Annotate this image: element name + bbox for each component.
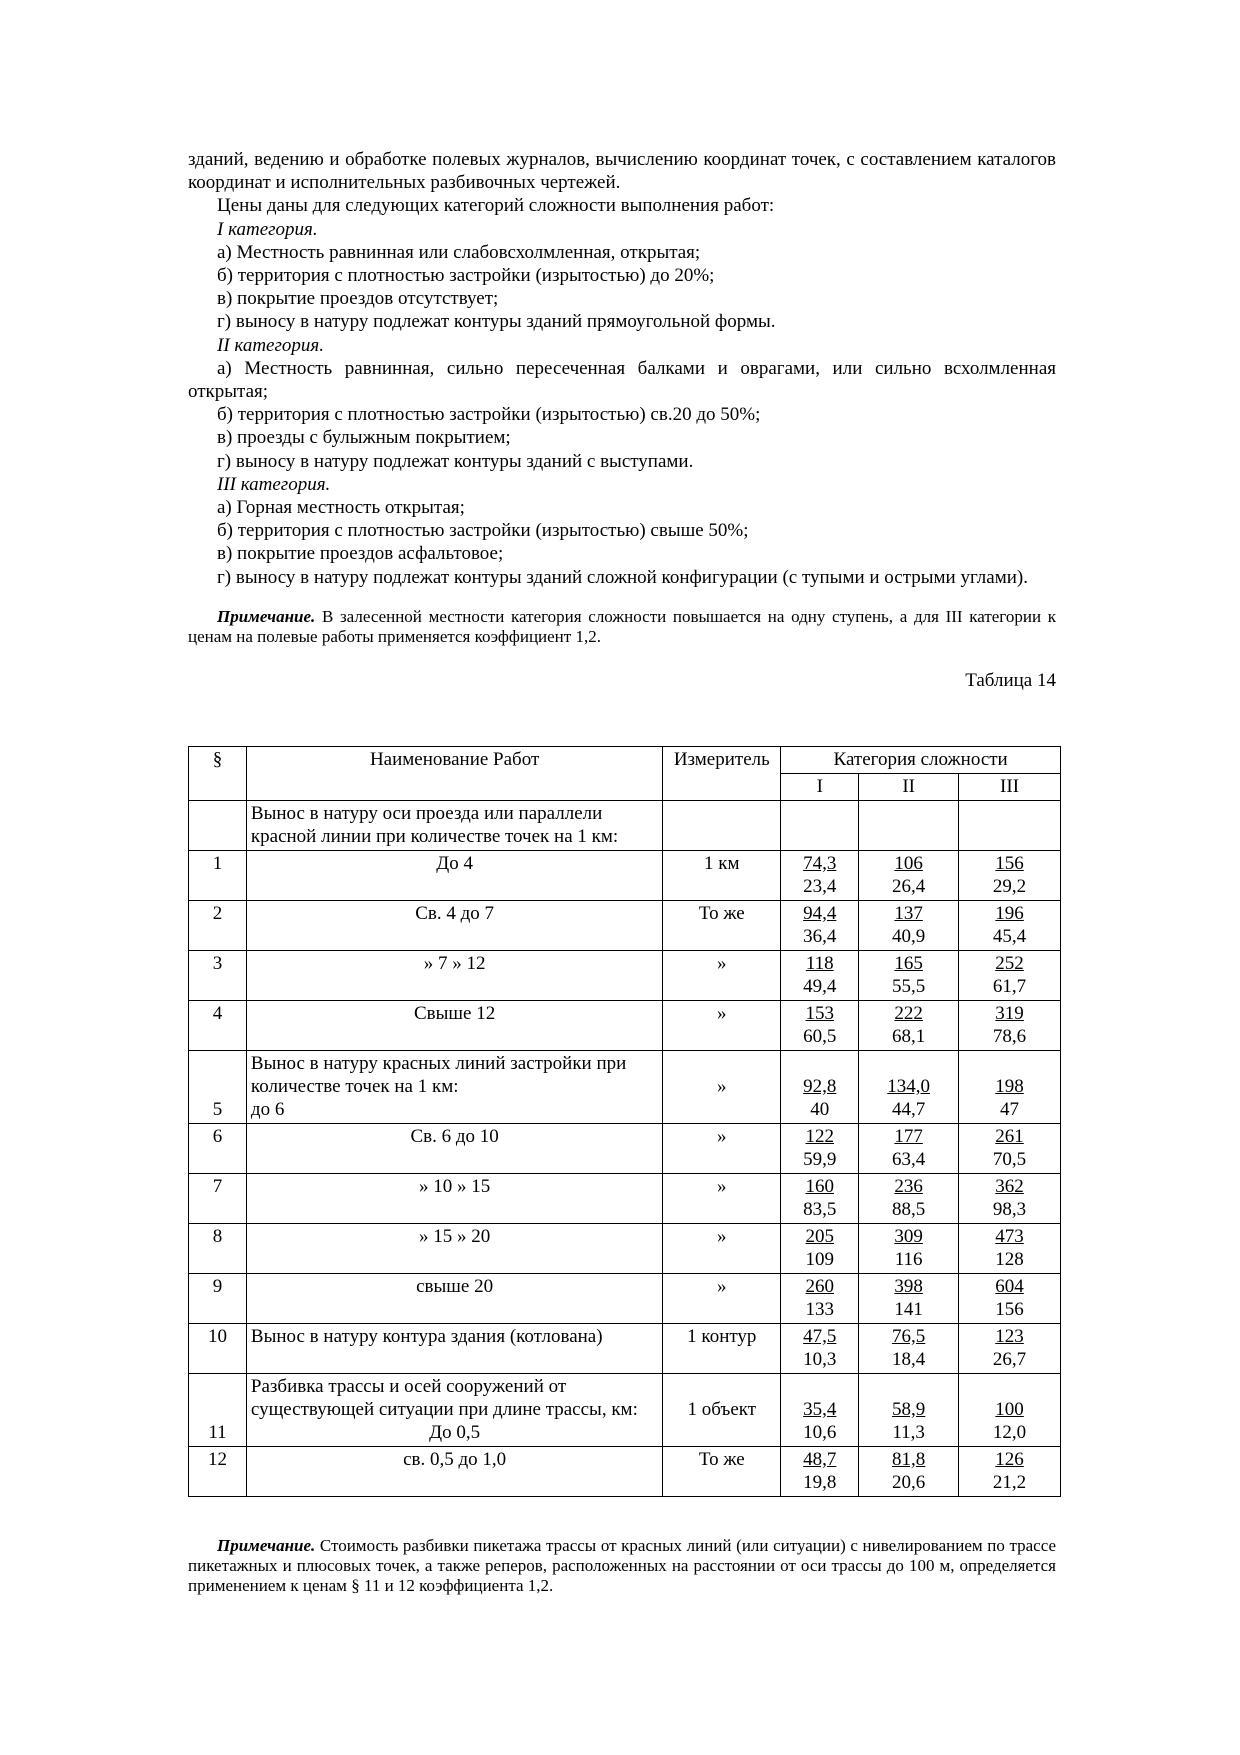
price-cat-1 [781,1174,859,1224]
price-field: 137 [894,903,923,924]
work-name: До 4 [246,851,662,901]
price-office: 116 [894,1249,923,1270]
price-cat-1 [781,901,859,951]
note-label: Примечание. [217,606,316,626]
row-number [189,801,247,851]
price-field: 473 [995,1226,1024,1247]
price-field: 153 [805,1003,834,1024]
header-unit: Измеритель [663,747,781,801]
paragraph: II категория. [217,334,324,356]
price-field: 604 [995,1276,1024,1297]
price-office: 61,7 [992,976,1027,997]
price-cat-3 [959,1274,1061,1324]
price-cat-3 [959,951,1061,1001]
header-cat-1: I [781,774,859,801]
row-number: 11 [189,1374,247,1447]
work-name [246,1374,662,1447]
price-field: 196 [995,903,1024,924]
row-number: 6 [189,1124,247,1174]
price-cat-3 [959,1001,1061,1051]
price-field: 118 [805,953,834,974]
price-office: 78,6 [992,1026,1027,1047]
price-office: 44,7 [892,1099,926,1120]
work-name: Св. 6 до 10 [246,1124,662,1174]
price-field: 123 [995,1326,1024,1347]
note-text: Стоимость разбивки пикетажа трассы от красных линий (или ситуации) с нивелированием по трассе пикетажных и плюсовых точек, а также реперов, расположенных на расстоянии от оси трассы до 100 м, определяется применением к ценам § 11 и 12 коэффициента 1,2. [188,1536,1056,1595]
row-number: 7 [189,1174,247,1224]
price-cat-1 [781,1324,859,1374]
paragraph: а) Местность равнинная, сильно пересеченная балками и оврагами, или сильно всхолмленная открытая; [188,357,1056,403]
price-field: 222 [894,1003,923,1024]
work-name: Вынос в натуру оси проезда или параллели красной линии при количестве точек на 1 км: [246,801,662,851]
price-office: 128 [995,1249,1024,1270]
header-section: § [189,747,247,801]
paragraph: а) Местность равнинная или слабовсхолмленная, открытая; [217,241,701,263]
price-office: 55,5 [892,976,926,997]
price-field: 398 [894,1276,923,1297]
price-office: 11,3 [892,1422,925,1443]
price-field: 319 [995,1003,1024,1024]
table-row [189,1324,1061,1374]
row-number: 3 [189,951,247,1001]
work-name: » 10 » 15 [246,1174,662,1224]
header-cat-3: III [959,774,1061,801]
price-cat-3 [959,1224,1061,1274]
price-field: 160 [805,1176,834,1197]
unit: 1 контур [663,1324,781,1374]
price-field: 92,8 [803,1076,837,1097]
table-row [189,1224,1061,1274]
price-cat-2 [859,1051,959,1124]
price-office: 59,9 [803,1149,837,1170]
unit: » [663,1174,781,1224]
unit [663,801,781,851]
row-number: 9 [189,1274,247,1324]
paragraph: б) территория с плотностью застройки (изрытостью) свыше 50%; [217,520,749,542]
price-field: 165 [894,953,923,974]
price-field: 198 [995,1076,1024,1097]
price-cat-2 [859,801,959,851]
price-office: 20,6 [892,1472,926,1493]
table-row [189,1174,1061,1224]
work-name-line: до 6 [250,1099,285,1120]
price-field: 156 [995,853,1024,874]
price-office: 19,8 [803,1472,837,1493]
row-number: 2 [189,901,247,951]
price-field: 106 [894,853,923,874]
row-number: 5 [189,1051,247,1124]
paragraph: г) выносу в натуру подлежат контуры зданий прямоугольной формы. [217,311,776,333]
price-cat-1 [781,951,859,1001]
price-field: 76,5 [892,1326,926,1347]
work-name: » 15 » 20 [246,1224,662,1274]
table-row [189,1447,1061,1497]
price-cat-1 [781,1274,859,1324]
price-cat-2 [859,1001,959,1051]
price-office: 109 [805,1249,834,1270]
price-cat-2 [859,1174,959,1224]
table-row [189,1051,1061,1124]
note-picket [188,1536,1056,1596]
unit: » [663,1124,781,1174]
price-cat-1 [781,1374,859,1447]
price-office: 141 [894,1299,923,1320]
paragraph: б) территория с плотностью застройки (изрытостью) до 20%; [217,265,715,287]
price-field: 47,5 [803,1326,837,1347]
category-description [188,148,1056,589]
paragraph: в) покрытие проездов отсутствует; [217,288,499,310]
price-cat-2 [859,1374,959,1447]
paragraph: зданий, ведению и обработке полевых журналов, вычислению координат точек, с составлением каталогов координат и исполнительных разбивочных чертежей. [188,149,1056,194]
unit: » [663,951,781,1001]
price-office: 12,0 [992,1422,1027,1443]
document-body [188,148,1056,692]
price-cat-3 [959,901,1061,951]
price-field: 48,7 [803,1449,837,1470]
paragraph: г) выносу в натуру подлежат контуры зданий с выступами. [217,450,694,472]
row-number: 10 [189,1324,247,1374]
price-office: 133 [805,1299,834,1320]
price-office: 10,3 [803,1349,837,1370]
price-field: 260 [805,1276,834,1297]
price-office: 63,4 [892,1149,926,1170]
price-cat-2 [859,1274,959,1324]
unit: 1 объект [663,1374,781,1447]
paragraph: в) проезды с булыжным покрытием; [217,427,511,449]
work-name: св. 0,5 до 1,0 [246,1447,662,1497]
paragraph: г) выносу в натуру подлежат контуры зданий сложной конфигурации (с тупыми и острыми углами). [217,566,1028,588]
work-name: свыше 20 [246,1274,662,1324]
price-field: 134,0 [887,1076,931,1097]
paragraph: III категория. [217,473,331,495]
price-cat-2 [859,1324,959,1374]
price-office: 40 [810,1099,830,1120]
unit: То же [663,1447,781,1497]
price-field: 126 [995,1449,1024,1470]
price-office: 36,4 [803,926,837,947]
price-office: 40,9 [892,926,926,947]
price-office: 21,2 [992,1472,1027,1493]
price-field: 205 [805,1226,834,1247]
price-cat-1 [781,1051,859,1124]
price-field: 100 [995,1399,1024,1420]
table-row [189,951,1061,1001]
unit: » [663,1001,781,1051]
table-row [189,851,1061,901]
price-cat-1 [781,1447,859,1497]
work-name: Св. 4 до 7 [246,901,662,951]
price-office: 156 [995,1299,1024,1320]
table-caption: Таблица 14 [965,669,1056,691]
price-office: 68,1 [892,1026,926,1047]
table-row [189,901,1061,951]
price-cat-2 [859,901,959,951]
paragraph: Цены даны для следующих категорий сложности выполнения работ: [217,195,775,217]
price-office: 10,6 [803,1422,837,1443]
price-office: 29,2 [992,876,1027,897]
price-cat-2 [859,1124,959,1174]
price-office: 88,5 [892,1199,926,1220]
price-cat-3 [959,1447,1061,1497]
unit: То же [663,901,781,951]
paragraph: б) территория с плотностью застройки (изрытостью) св.20 до 50%; [217,404,761,426]
row-number: 1 [189,851,247,901]
note-text: В залесенной местности категория сложности повышается на одну ступень, а для III категории к ценам на полевые работы применяется коэффициент 1,2. [188,606,1056,646]
price-field: 94,4 [803,903,837,924]
price-cat-1 [781,1001,859,1051]
price-office: 26,4 [892,876,926,897]
header-cat-2: II [859,774,959,801]
paragraph: I категория. [217,218,318,240]
table-row [189,1274,1061,1324]
price-cat-3 [959,1324,1061,1374]
price-field: 236 [894,1176,923,1197]
price-cat-3 [959,801,1061,851]
table-row [189,801,1061,851]
price-office: 70,5 [992,1149,1027,1170]
price-office: 18,4 [892,1349,926,1370]
paragraph: в) покрытие проездов асфальтовое; [217,543,504,565]
note-forest [188,607,1056,647]
paragraph: а) Горная местность открытая; [217,497,465,519]
work-name: Вынос в натуру контура здания (котлована) [246,1324,662,1374]
price-cat-3 [959,1051,1061,1124]
price-field: 81,8 [892,1449,926,1470]
note-label: Примечание. [217,1536,316,1555]
price-office: 23,4 [803,876,837,897]
price-field: 309 [894,1226,923,1247]
unit: » [663,1274,781,1324]
price-field: 122 [805,1126,834,1147]
price-office: 49,4 [803,976,837,997]
price-cat-1 [781,801,859,851]
price-office: 98,3 [992,1199,1027,1220]
price-office: 26,7 [992,1349,1027,1370]
price-cat-1 [781,1124,859,1174]
table-row [189,1374,1061,1447]
price-cat-1 [781,851,859,901]
row-number: 12 [189,1447,247,1497]
unit: » [663,1224,781,1274]
price-cat-3 [959,1374,1061,1447]
note-footer [188,1536,1056,1596]
price-cat-2 [859,1224,959,1274]
row-number: 4 [189,1001,247,1051]
work-name: » 7 » 12 [246,951,662,1001]
price-office: 47 [1000,1099,1020,1120]
price-office: 45,4 [992,926,1027,947]
header-name: Наименование Работ [246,747,662,801]
table-row [189,1001,1061,1051]
work-name-line: До 0,5 [429,1422,481,1443]
price-field: 252 [995,953,1024,974]
price-cat-3 [959,1124,1061,1174]
price-cat-1 [781,1224,859,1274]
work-name [246,1051,662,1124]
price-field: 35,4 [803,1399,837,1420]
work-name-line: Вынос в натуру красных линий застройки при количестве точек на 1 км: [250,1053,627,1097]
unit: 1 км [663,851,781,901]
work-name-line: Разбивка трассы и осей сооружений от существующей ситуации при длине трассы, км: [250,1376,638,1420]
price-field: 362 [995,1176,1024,1197]
row-number: 8 [189,1224,247,1274]
price-field: 74,3 [803,853,837,874]
price-office: 83,5 [803,1199,837,1220]
price-cat-2 [859,1447,959,1497]
price-cat-3 [959,851,1061,901]
header-category: Категория сложности [781,747,1061,774]
price-field: 261 [995,1126,1024,1147]
table-row [189,1124,1061,1174]
price-table [188,746,1061,1497]
price-field: 177 [894,1126,923,1147]
unit: » [663,1051,781,1124]
price-cat-3 [959,1174,1061,1224]
price-cat-2 [859,851,959,901]
price-field: 58,9 [892,1399,926,1420]
price-cat-2 [859,951,959,1001]
price-office: 60,5 [803,1026,837,1047]
work-name: Свыше 12 [246,1001,662,1051]
